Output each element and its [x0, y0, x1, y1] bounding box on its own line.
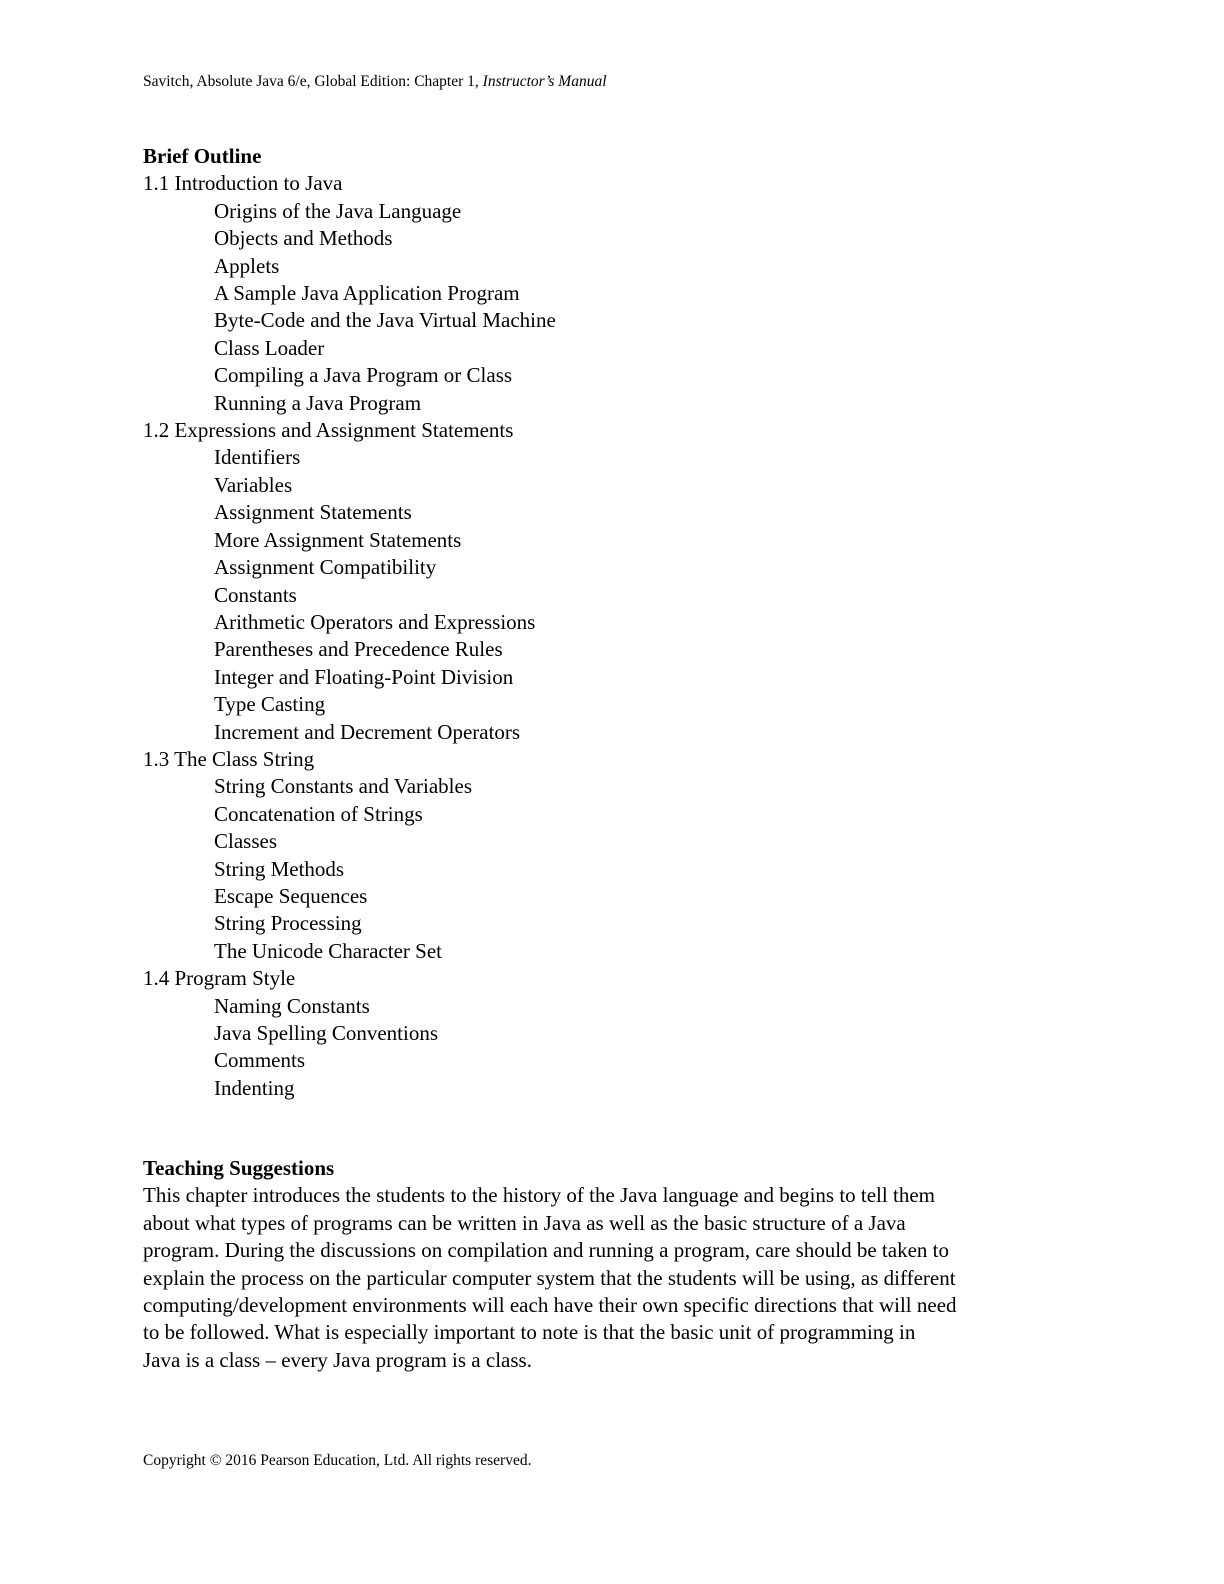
- outline-item: Class Loader: [214, 335, 325, 360]
- outline-item: Running a Java Program: [214, 390, 422, 415]
- outline-item: Applets: [214, 253, 280, 278]
- outline-item: Constants: [214, 582, 297, 607]
- outline-item: Escape Sequences: [214, 883, 368, 908]
- outline-item: The Unicode Character Set: [214, 938, 442, 963]
- outline-item: Java Spelling Conventions: [214, 1021, 438, 1045]
- teaching-line: to be followed. What is especially important to note is that the basic unit of programming in: [143, 1320, 916, 1345]
- outline-item: Concatenation of Strings: [214, 801, 423, 826]
- outline-item: Assignment Compatibility: [214, 555, 437, 580]
- outline-item: Origins of the Java Language: [214, 198, 462, 223]
- outline-section-title: 1.2 Expressions and Assignment Statements: [143, 418, 514, 443]
- teaching-heading: Teaching Suggestions: [143, 1156, 335, 1180]
- outline-item: Byte-Code and the Java Virtual Machine: [214, 308, 556, 333]
- teaching-line: computing/development environments will each have their own specific directions that will need: [143, 1293, 957, 1318]
- outline-item: More Assignment Statements: [214, 527, 462, 552]
- teaching-suggestions: [143, 1155, 1083, 1374]
- outline-item: Variables: [214, 472, 293, 497]
- outline-item: String Methods: [214, 856, 345, 881]
- outline-item: Assignment Statements: [214, 500, 412, 525]
- outline-item: Arithmetic Operators and Expressions: [214, 609, 536, 634]
- outline-item: Comments: [214, 1048, 306, 1073]
- teaching-line: program. During the discussions on compilation and running a program, care should be taken to: [143, 1238, 949, 1263]
- outline-item: String Constants and Variables: [214, 774, 473, 799]
- teaching-line: about what types of programs can be written in Java as well as the basic structure of a Java: [143, 1210, 906, 1235]
- brief-outline: [143, 143, 1083, 1102]
- outline-item: Identifiers: [214, 445, 301, 470]
- outline-item: Objects and Methods: [214, 226, 393, 251]
- outline-item: Parentheses and Precedence Rules: [214, 637, 503, 662]
- outline-item: Naming Constants: [214, 993, 370, 1018]
- outline-list: [143, 170, 1083, 1102]
- teaching-paragraph: [143, 1182, 1083, 1374]
- outline-section-title: 1.3 The Class String: [143, 746, 315, 771]
- outline-item: Compiling a Java Program or Class: [214, 363, 513, 388]
- outline-item: Classes: [214, 829, 277, 854]
- outline-heading: Brief Outline: [143, 144, 262, 168]
- page-header: [143, 72, 607, 92]
- outline-item: Increment and Decrement Operators: [214, 719, 521, 744]
- outline-section-title: 1.1 Introduction to Java: [143, 171, 343, 196]
- outline-item: A Sample Java Application Program: [214, 281, 520, 306]
- outline-section-title: 1.4 Program Style: [143, 966, 296, 991]
- teaching-line: explain the process on the particular computer system that the students will be using, as different: [143, 1265, 956, 1290]
- outline-item: String Processing: [214, 911, 362, 936]
- page-footer: Copyright © 2016 Pearson Education, Ltd. All rights reserved.: [143, 1452, 532, 1469]
- outline-item: Indenting: [214, 1075, 295, 1100]
- outline-item: Type Casting: [214, 692, 326, 717]
- outline-item: Integer and Floating-Point Division: [214, 664, 514, 689]
- header-italic: Instructor’s Manual: [482, 73, 607, 90]
- teaching-line: Java is a class – every Java program is a class.: [143, 1347, 532, 1372]
- teaching-line: This chapter introduces the students to the history of the Java language and begins to tell them: [143, 1183, 935, 1208]
- header-text: Savitch, Absolute Java 6/e, Global Edition: Chapter 1,: [143, 73, 483, 90]
